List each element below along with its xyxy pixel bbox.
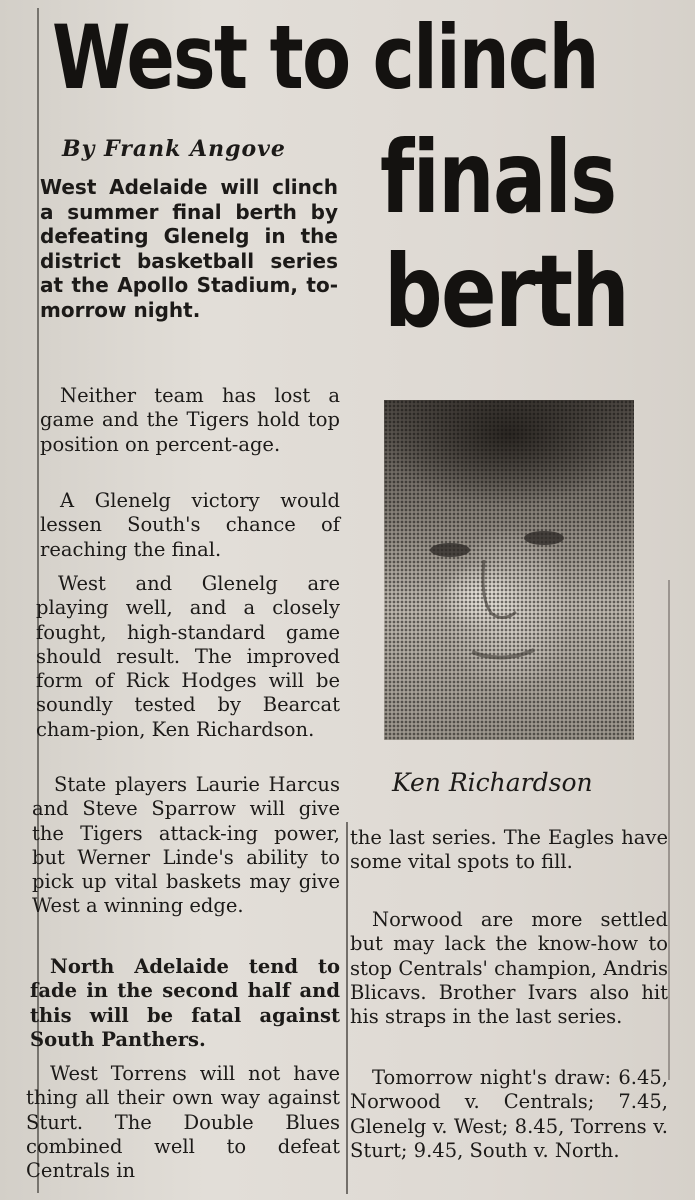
headline-line-1: West to clinch xyxy=(52,6,598,109)
portrait-photo xyxy=(384,400,634,740)
article-paragraph: State players Laurie Harcus and Steve Sparrow will give the Tigers attack-ing power, but Werner Linde's ability to pick up vital baskets may give West a winning edge. xyxy=(32,773,340,918)
column-rule-middle xyxy=(346,822,348,1194)
draw-schedule: Tomorrow night's draw: 6.45, Norwood v. Centrals; 7.45, Glenelg v. West; 8.45, Torrens v. Sturt; 9.45, South v. North. xyxy=(350,1066,668,1162)
headline-line-3: berth xyxy=(384,233,629,350)
article-paragraph: A Glenelg victory would lessen South's chance of reaching the final. xyxy=(40,489,340,561)
article-paragraph: the last series. The Eagles have some vital spots to fill. xyxy=(350,826,668,874)
column-rule-right xyxy=(668,580,670,1080)
article-paragraph-bold: North Adelaide tend to fade in the second half and this will be fatal against South Panthers. xyxy=(30,955,340,1051)
article-paragraph: Neither team has lost a game and the Tigers hold top position on percent-age. xyxy=(40,384,340,456)
byline: By Frank Angove xyxy=(62,136,286,162)
article-paragraph: West Torrens will not have thing all their own way against Sturt. The Double Blues combined well to defeat Centrals in xyxy=(26,1062,340,1183)
article-paragraph: Norwood are more settled but may lack the know-how to stop Centrals' champion, Andris Blicavs. Brother Ivars also hit his straps in the last series. xyxy=(350,908,668,1029)
article-paragraph: West and Glenelg are playing well, and a closely fought, high-standard game should result. The improved form of Rick Hodges will be soundly tested by Bearcat cham-pion, Ken Richardson. xyxy=(36,572,340,741)
lead-paragraph: West Adelaide will clinch a summer final berth by defeating Glenelg in the district basketball series at the Apollo Stadium, to-morrow night. xyxy=(40,175,338,322)
headline-line-2: finals xyxy=(380,119,616,236)
photo-caption: Ken Richardson xyxy=(392,768,593,797)
